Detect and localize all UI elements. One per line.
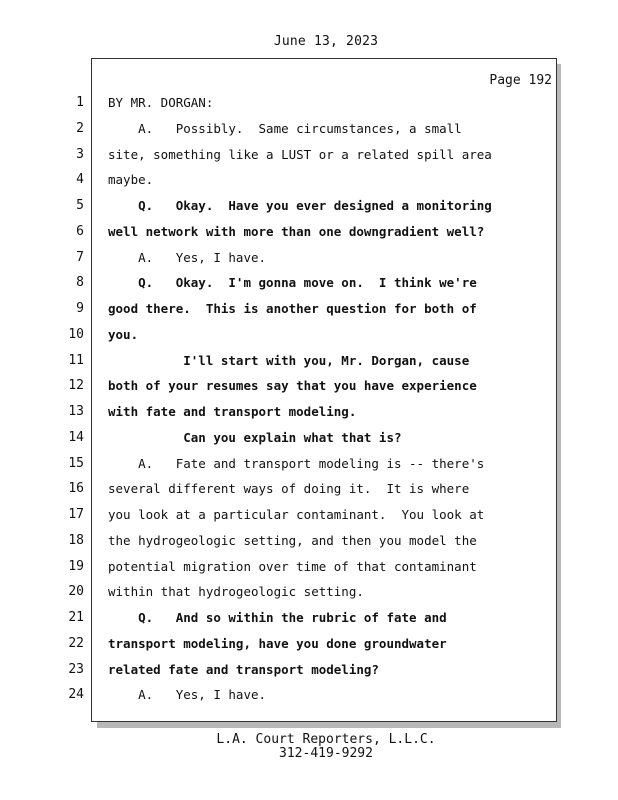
line-number: 12 (68, 378, 84, 393)
line-number: 15 (68, 456, 84, 471)
line-number: 8 (76, 275, 84, 290)
line-number: 2 (76, 121, 84, 136)
transcript-line: you. (108, 327, 139, 342)
line-number: 14 (68, 430, 84, 445)
transcript-line: several different ways of doing it. It is where (108, 481, 470, 496)
line-number: 5 (76, 198, 84, 213)
transcript-line: A. Yes, I have. (108, 687, 267, 702)
transcript-line: Q. And so within the rubric of fate and (108, 610, 447, 625)
transcript-line: well network with more than one downgradient well? (108, 224, 485, 239)
line-number: 22 (68, 636, 84, 651)
transcript-line: good there. This is another question for both of (108, 301, 477, 316)
line-number: 24 (68, 687, 84, 702)
transcript-line: you look at a particular contaminant. You look at (108, 507, 485, 522)
transcript-line: potential migration over time of that contaminant (108, 559, 477, 574)
line-number: 20 (68, 584, 84, 599)
transcript-line: Q. Okay. Have you ever designed a monitoring (108, 198, 492, 213)
transcript-line: maybe. (108, 172, 154, 187)
transcript-date: June 13, 2023 (273, 34, 379, 49)
reporter-company: L.A. Court Reporters, L.L.C. (216, 732, 436, 747)
transcript-line: both of your resumes say that you have experience (108, 378, 477, 393)
line-number: 7 (76, 250, 84, 265)
transcript-line: within that hydrogeologic setting. (108, 584, 364, 599)
line-number: 9 (76, 301, 84, 316)
transcript-line: A. Fate and transport modeling is -- there's (108, 456, 485, 471)
transcript-line: I'll start with you, Mr. Dorgan, cause (108, 353, 470, 368)
line-number: 16 (68, 481, 84, 496)
transcript-line: Q. Okay. I'm gonna move on. I think we're (108, 275, 477, 290)
line-number: 10 (68, 327, 84, 342)
line-number: 17 (68, 507, 84, 522)
transcript-line: A. Yes, I have. (108, 250, 267, 265)
line-number: 4 (76, 172, 84, 187)
line-number: 13 (68, 404, 84, 419)
line-number: 1 (76, 95, 84, 110)
line-number: 21 (68, 610, 84, 625)
line-number: 18 (68, 533, 84, 548)
transcript-line: transport modeling, have you done groundwater (108, 636, 447, 651)
reporter-phone: 312-419-9292 (279, 746, 373, 761)
line-number: 6 (76, 224, 84, 239)
line-number: 19 (68, 559, 84, 574)
transcript-line: Can you explain what that is? (108, 430, 402, 445)
line-number: 23 (68, 662, 84, 677)
transcript-line: A. Possibly. Same circumstances, a small (108, 121, 462, 136)
line-number: 3 (76, 147, 84, 162)
line-number: 11 (68, 353, 84, 368)
transcript-line: the hydrogeologic setting, and then you model the (108, 533, 477, 548)
page-number: Page 192 (489, 73, 552, 88)
transcript-line: BY MR. DORGAN: (108, 95, 214, 110)
transcript-line: with fate and transport modeling. (108, 404, 357, 419)
transcript-line: related fate and transport modeling? (108, 662, 379, 677)
transcript-line: site, something like a LUST or a related spill area (108, 147, 492, 162)
